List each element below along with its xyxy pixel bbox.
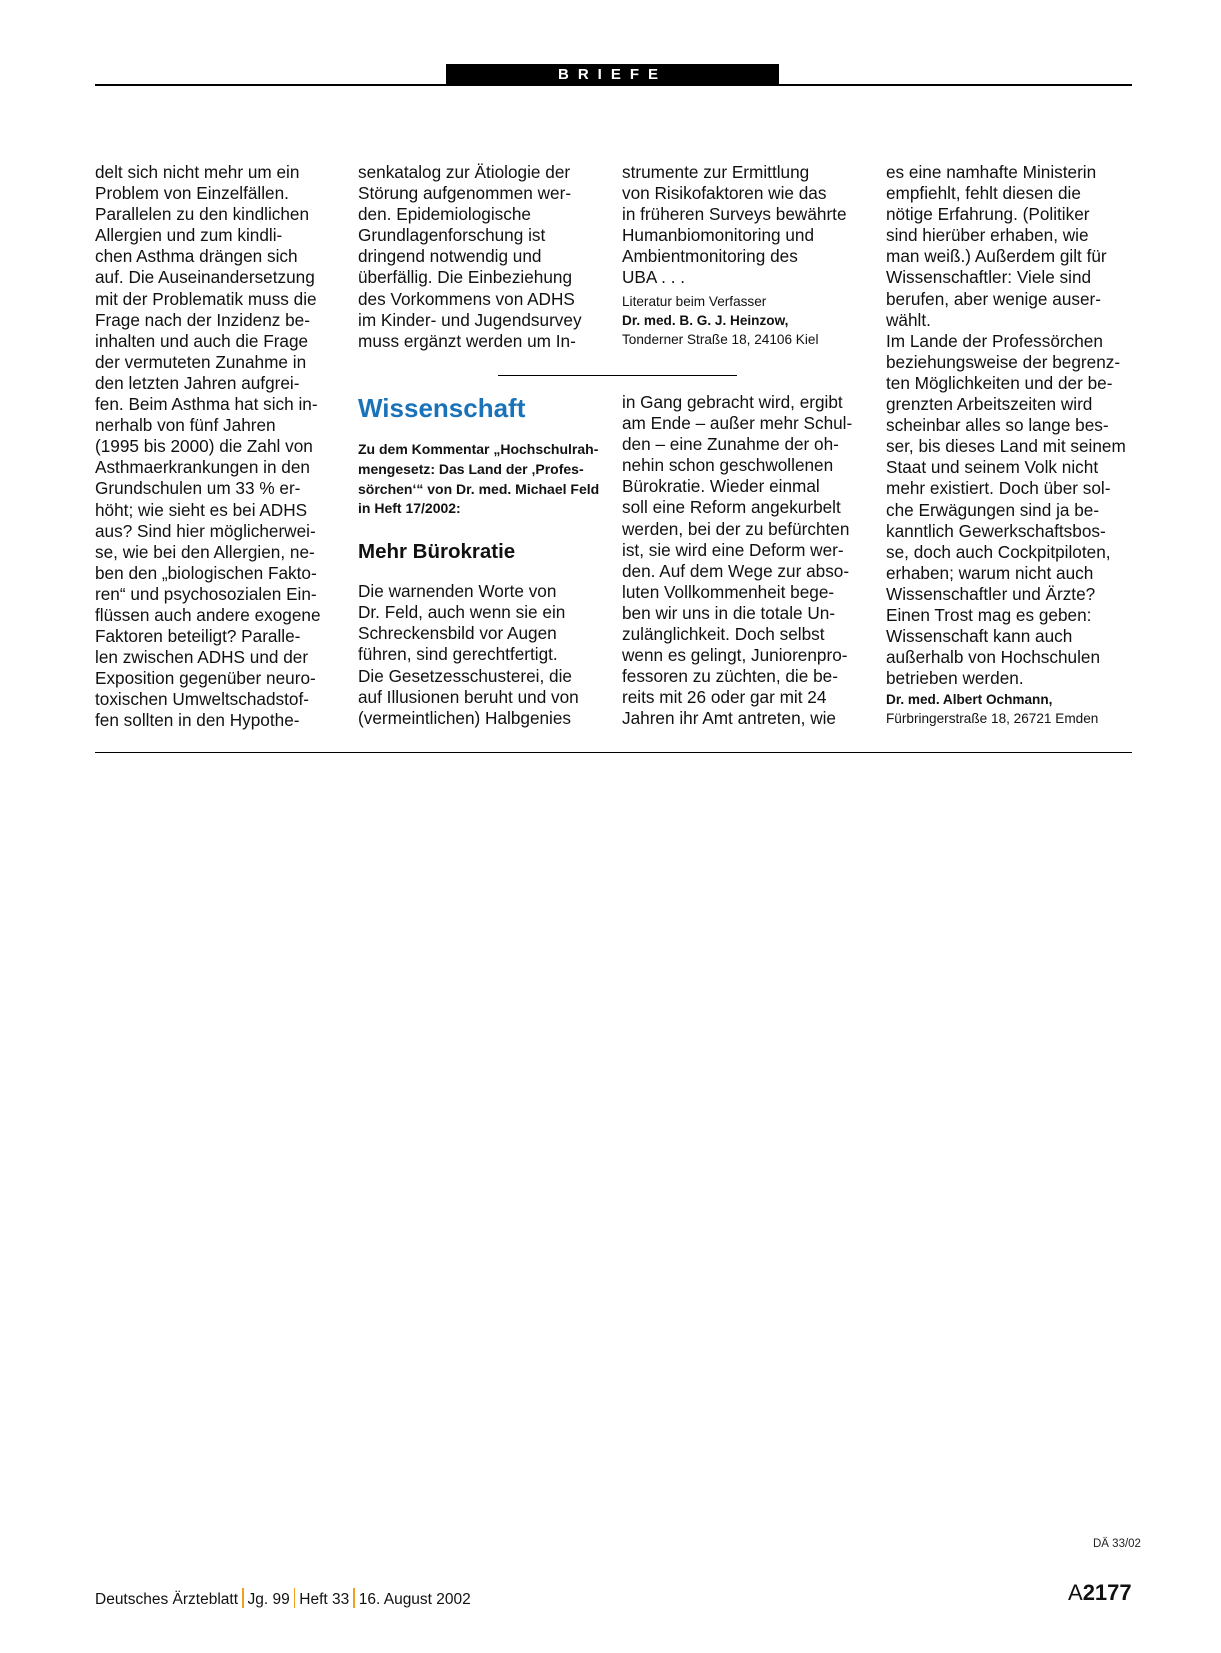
column-2-top — [358, 162, 582, 352]
column-4-text: es eine namhafte Ministerin empfiehlt, fehlt diesen die nötige Erfahrung. (Politiker sind hierüber erhaben, wie man weiß.) Außerdem gilt für Wissenschaftler: Viele sind berufen, aber wenige auser- wählt. Im Lande der Professörchen beziehungsweise der begrenz- ten Möglichkeiten und der be- grenzten Arbeitszeiten wird scheinbar alles so lange bes- ser, bis dieses Land mit seinem Staat und seinem Volk nicht mehr existiert. Doch über sol- che Erwägungen sind ja be- kanntlich Gewerkschaftsbos- se, doch auch Cockpitpiloten, erhaben; warum nicht auch Wissenschaftler und Ärzte? Einen Trost mag es geben: Wissenschaft kann auch außerhalb von Hochschulen betrieben werden. — [886, 162, 1126, 689]
bottom-rule — [95, 752, 1132, 753]
column-2-bottom-text: Die warnenden Worte von Dr. Feld, auch wenn sie ein Schreckensbild vor Augen führen, sind gerechtfertigt. Die Gesetzesschusterei, die auf Illusionen beruht und von (vermeintlichen) Halbgenies — [358, 581, 579, 728]
footer-separator — [294, 1588, 296, 1608]
section-divider — [498, 375, 737, 376]
section-title-wissenschaft: Wissenschaft — [358, 393, 526, 423]
footer — [95, 1588, 471, 1609]
column-2-bottom — [358, 392, 603, 729]
letter-intro: Zu dem Kommentar „Hochschulrah- mengesetz: Das Land der ‚Profes- sörchen‘“ von Dr. med. Michael Feld in Heft 17/2002: — [358, 441, 600, 517]
column-3-top — [622, 162, 847, 349]
letter-subtitle: Mehr Bürokratie — [358, 540, 516, 564]
column-4 — [886, 162, 1126, 728]
footer-date: 16. August 2002 — [358, 1591, 471, 1608]
footer-volume: Jg. 99 — [247, 1591, 290, 1608]
author-ochmann: Dr. med. Albert Ochmann, — [886, 692, 1053, 708]
footer-separator — [242, 1588, 244, 1608]
footer-journal: Deutsches Ärzteblatt — [95, 1591, 239, 1608]
column-1 — [95, 162, 321, 732]
issue-code: DÄ 33/02 — [1093, 1538, 1141, 1550]
page-prefix: A — [1068, 1580, 1083, 1605]
address-ochmann: Fürbringerstraße 18, 26721 Emden — [886, 711, 1099, 727]
column-3-bottom — [622, 392, 852, 730]
author-heinzow: Dr. med. B. G. J. Heinzow, — [622, 312, 789, 328]
column-3-bottom-text: in Gang gebracht wird, ergibt am Ende – außer mehr Schul- den – eine Zunahme der oh- nehin schon geschwollenen Bürokratie. Wieder einmal soll eine Reform angekurbelt werden, bei der zu befürchten ist, sie wird eine Deform wer- den. Auf dem Wege zur abso- luten Vollkommenheit bege- ben wir uns in die totale Un- zulänglichkeit. Doch selbst wenn es gelingt, Juniorenpro- fessoren zu züchten, die be- reits mit 26 oder gar mit 24 Jahren ihr Amt antreten, wie — [622, 392, 853, 729]
column-3-top-text: strumente zur Ermittlung von Risikofaktoren wie das in früheren Surveys bewährte Humanbiomonitoring und Ambientmonitoring des UBA . . . — [622, 162, 847, 288]
page-number — [1068, 1580, 1132, 1606]
literature-note: Literatur beim Verfasser — [622, 293, 767, 309]
section-header: BRIEFE — [446, 64, 779, 86]
column-1-text: delt sich nicht mehr um ein Problem von Einzelfällen. Parallelen zu den kindlichen Allergien und zum kindli- chen Asthma drängen sich auf. Die Auseinandersetzung mit der Problematik muss die Frage nach der Inzidenz be- inhalten und auch die Frage der vermuteten Zunahme in den letzten Jahren aufgrei- fen. Beim Asthma hat sich in- nerhalb von fünf Jahren (1995 bis 2000) die Zahl von Asthmaerkrankungen in den Grundschulen um 33 % er- höht; wie sieht es bei ADHS aus? Sind hier möglicherwei- se, wie bei den Allergien, ne- ben den „biologischen Fakto- ren“ und psychosozialen Ein- flüssen auch andere exogene Faktoren beteiligt? Paralle- len zwischen ADHS und der Exposition gegenüber neuro- toxischen Umweltschadstof- fen sollten in den Hypothe- — [95, 162, 321, 731]
column-2-top-text: senkatalog zur Ätiologie der Störung aufgenommen wer- den. Epidemiologische Grundlagenforschung ist dringend notwendig und überfällig. Die Einbeziehung des Vorkommens von ADHS im Kinder- und Jugendsurvey muss ergänzt werden um In- — [358, 162, 582, 351]
footer-separator — [353, 1588, 355, 1608]
footer-issue: Heft 33 — [299, 1591, 350, 1608]
address-heinzow: Tonderner Straße 18, 24106 Kiel — [622, 331, 819, 347]
page-number-value: 2177 — [1082, 1580, 1132, 1605]
